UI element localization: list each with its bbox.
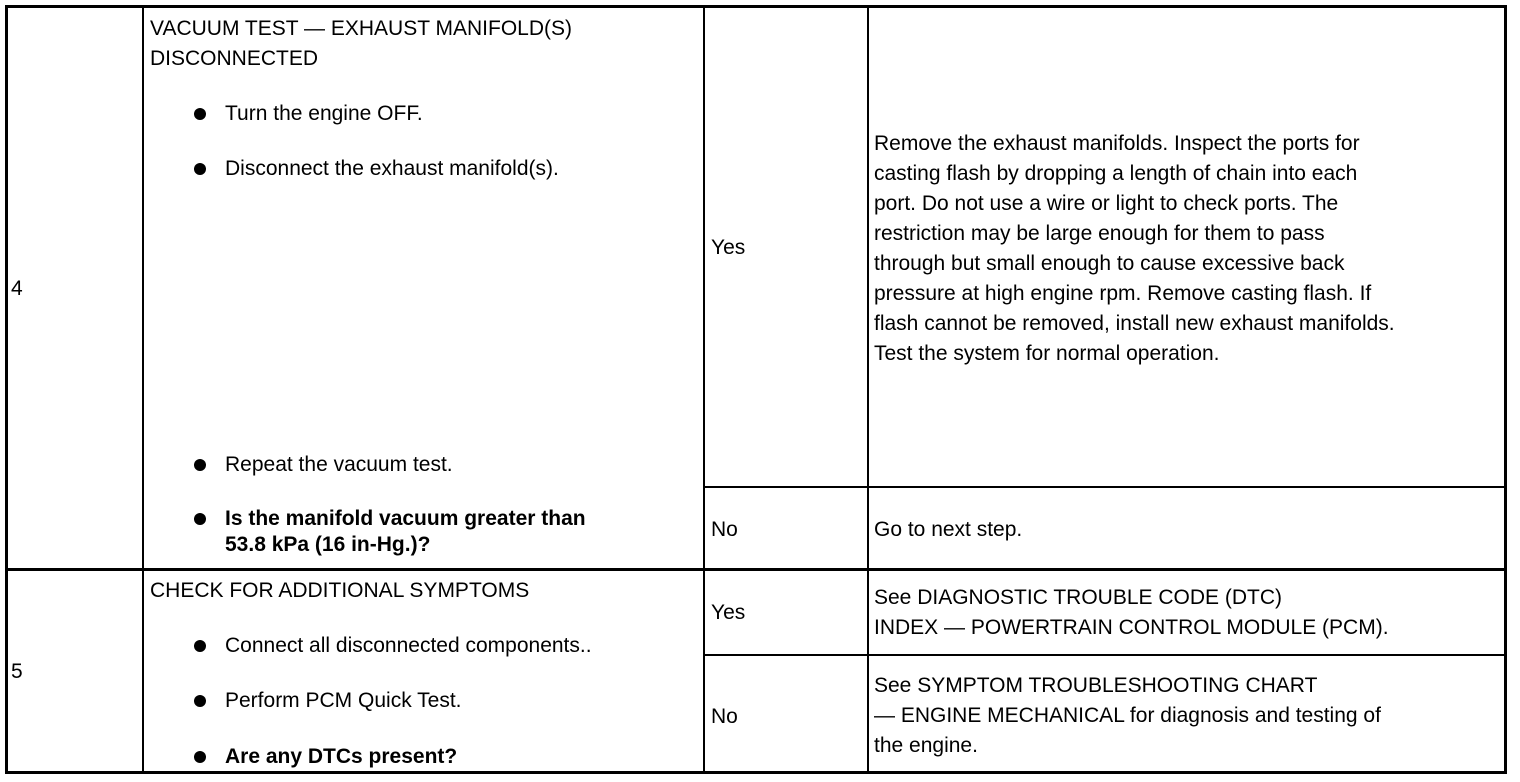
answer-no: No xyxy=(711,518,738,541)
row-divider xyxy=(5,568,1507,571)
step-item: Perform PCM Quick Test. xyxy=(225,689,462,712)
answer-yes: Yes xyxy=(711,236,746,259)
step-title: VACUUM TEST — EXHAUST MANIFOLD(S) DISCONNECTED xyxy=(150,17,572,70)
answer-yes: Yes xyxy=(711,601,746,624)
bullet-icon xyxy=(194,640,206,652)
step-title: CHECK FOR ADDITIONAL SYMPTOMS xyxy=(150,579,530,602)
step-question: Is the manifold vacuum greater than 53.8 kPa (16 in-Hg.)? xyxy=(225,507,586,556)
bullet-icon xyxy=(194,163,206,175)
column-divider-2 xyxy=(703,5,705,774)
result-divider-row4 xyxy=(704,486,1507,488)
column-divider-3 xyxy=(867,5,869,774)
answer-no: No xyxy=(711,705,738,728)
action-text: Go to next step. xyxy=(874,518,1023,541)
action-text: Remove the exhaust manifolds. Inspect the ports for casting flash by dropping a length of chain into each port. Do not use a wire or light to check ports. The restriction may be large enough for them to pass through but small enough to cause excessive back pressure at high engine rpm. Remove casting flash. If flash cannot be removed, install new exhaust manifolds. Test the system for normal operation. xyxy=(874,132,1395,365)
step-item: Repeat the vacuum test. xyxy=(225,453,453,476)
result-divider-row5 xyxy=(704,654,1507,656)
step-item: Turn the engine OFF. xyxy=(225,102,423,125)
action-text: See SYMPTOM TROUBLESHOOTING CHART — ENGINE MECHANICAL for diagnosis and testing of the engine. xyxy=(874,674,1381,757)
step-item: Connect all disconnected components.. xyxy=(225,634,592,657)
step-item: Disconnect the exhaust manifold(s). xyxy=(225,157,559,180)
column-divider-1 xyxy=(142,5,144,774)
action-text: See DIAGNOSTIC TROUBLE CODE (DTC) INDEX — POWERTRAIN CONTROL MODULE (PCM). xyxy=(874,586,1389,639)
step-question: Are any DTCs present? xyxy=(225,745,458,768)
bullet-icon xyxy=(194,751,206,763)
step-number: 4 xyxy=(11,277,23,300)
bullet-icon xyxy=(194,695,206,707)
bullet-icon xyxy=(194,459,206,471)
bullet-icon xyxy=(194,513,206,525)
bullet-icon xyxy=(194,108,206,120)
step-number: 5 xyxy=(11,660,23,683)
